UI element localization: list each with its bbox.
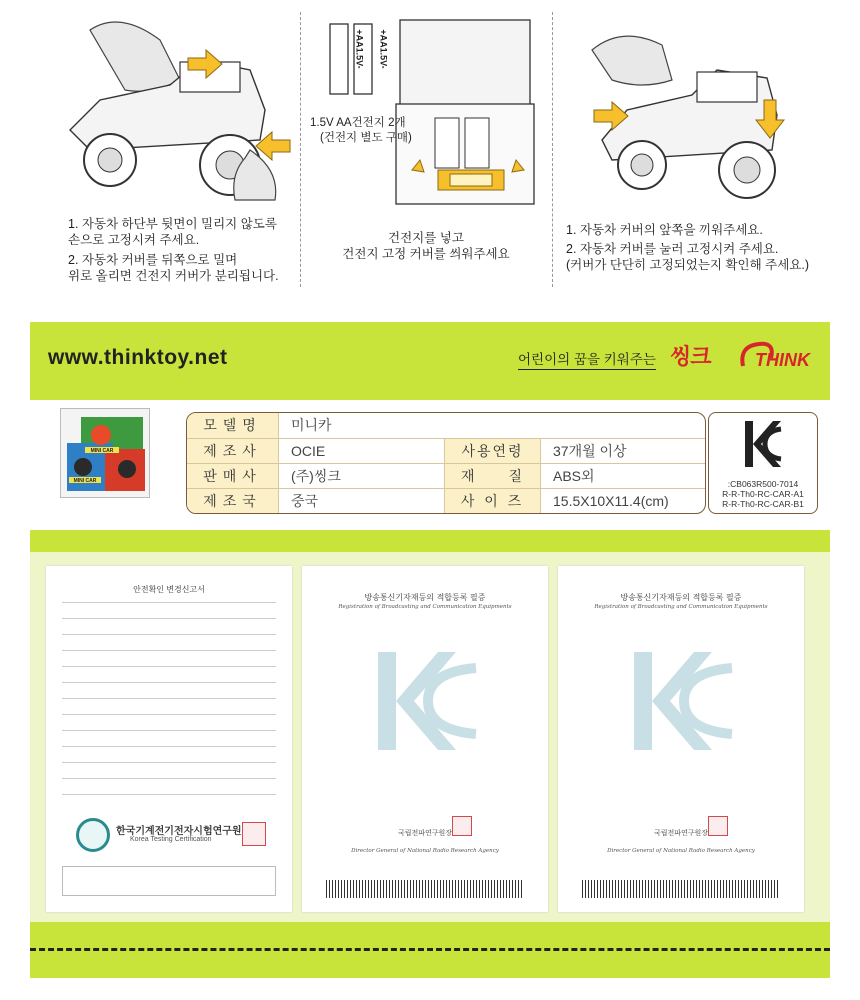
- instruction-panel-1: [30, 0, 300, 290]
- caption-line: 건전지를 넣고: [388, 231, 464, 245]
- spec-value: 중국: [279, 489, 445, 514]
- instruction-line: 2. 자동차 커버를 뒤쪽으로 밀며: [68, 253, 238, 267]
- spec-table: [186, 412, 706, 514]
- caption-line: 건전지 고정 커버를 씌워주세요: [342, 247, 510, 261]
- spec-row-seller: [187, 463, 706, 488]
- spec-label: 제조국: [187, 489, 279, 514]
- kc-codes: [709, 479, 817, 509]
- instruction-panel-3: [552, 0, 832, 290]
- kc-cert-number: R-R-Th0-RC-CAR-A1: [722, 489, 804, 499]
- certificates-section: [30, 552, 830, 922]
- issuing-agency-english: Director General of National Radio Research Agency: [607, 848, 755, 854]
- document-title: 방송통신기자재등의 적합등록 필증: [364, 593, 486, 602]
- spec-label: 제조사: [187, 439, 279, 463]
- instruction-panel-2: [300, 0, 552, 290]
- battery-illustration: [300, 0, 552, 210]
- spec-label: 모델명: [187, 413, 279, 438]
- document-rule: [62, 794, 276, 795]
- document-title: 안전확인 변경신고서: [133, 585, 205, 594]
- spec-label: 사용연령: [445, 439, 541, 463]
- document-rule: [62, 634, 276, 635]
- kc-watermark-icon: [628, 646, 738, 756]
- spec-label: 판매사: [187, 464, 279, 488]
- battery-label-group: [310, 116, 412, 146]
- spec-value: ABS외: [553, 468, 595, 484]
- spec-label: 사 이 즈: [445, 489, 541, 514]
- document-rule: [62, 618, 276, 619]
- spec-label: 재 질: [445, 464, 541, 488]
- car-remove-cover-illustration: [30, 0, 300, 210]
- battery-marking-2: +AA1.5V-: [378, 29, 389, 69]
- box-label: MINI CAR: [90, 448, 114, 454]
- document-subtitle: Registration of Broadcasting and Communication Equipments: [594, 604, 768, 610]
- spec-value: OCIE: [279, 439, 445, 463]
- document-rule: [62, 602, 276, 603]
- brand-name-korean: 씽크: [670, 344, 711, 369]
- assembly-instructions: [0, 0, 860, 300]
- instruction-line: 2. 자동차 커버를 눌러 고정시켜 주세요.: [566, 242, 779, 256]
- document-rule: [62, 698, 276, 699]
- instruction-line: 손으로 고정시켜 주세요.: [68, 233, 200, 247]
- panel-1-text: [68, 216, 279, 284]
- mini-car-boxes-picture: [61, 409, 149, 497]
- spec-value: 미니카: [291, 417, 332, 433]
- kc-mark-icon: [743, 419, 783, 469]
- document-rule: [62, 746, 276, 747]
- battery-label: 1.5V AA건전지 2개: [310, 117, 406, 129]
- battery-note: (건전지 별도 구매): [320, 132, 412, 144]
- radio-registration-certificate: [558, 566, 804, 912]
- issuing-agency: 국립전파연구원장: [653, 829, 709, 837]
- document-rule: [62, 714, 276, 715]
- brand-slogan: 어린이의 꿈을 키워주는: [518, 348, 656, 370]
- spec-row-country: [187, 488, 706, 514]
- issuing-agency: 국립전파연구원장: [397, 829, 453, 837]
- spec-value: 15.5X10X11.4(cm): [553, 493, 669, 509]
- kc-certification-box: [708, 412, 818, 514]
- document-rule: [62, 730, 276, 731]
- document-barcode: [326, 880, 524, 898]
- spec-value: 37개월 이상: [553, 443, 627, 459]
- instruction-line: 1. 자동차 커버의 앞쪽을 끼워주세요.: [566, 223, 763, 237]
- ktc-name: 한국기계전기전자시험연구원: [116, 826, 242, 837]
- official-stamp: [242, 822, 266, 846]
- document-rule: [62, 778, 276, 779]
- ktc-english-name: Korea Testing Certification: [130, 836, 212, 843]
- kc-cert-number: R-R-Th0-RC-CAR-B1: [722, 499, 804, 509]
- dashed-cut-line: [30, 948, 830, 951]
- document-rule: [62, 762, 276, 763]
- bottom-cut-strip: [30, 922, 830, 978]
- box-label: MINI CAR: [73, 478, 97, 484]
- think-logo-text: THINK: [755, 350, 810, 370]
- panel-3-text: [566, 222, 809, 273]
- issuing-agency-english: Director General of National Radio Research Agency: [351, 848, 499, 854]
- official-stamp: [708, 816, 728, 836]
- document-subtitle: Registration of Broadcasting and Communication Equipments: [338, 604, 512, 610]
- spec-value: (주)씽크: [279, 464, 445, 488]
- think-logo: [735, 336, 825, 376]
- official-stamp: [452, 816, 472, 836]
- ktc-logo: [76, 818, 110, 852]
- document-rule: [62, 650, 276, 651]
- document-rule: [62, 666, 276, 667]
- spec-row-maker: [187, 438, 706, 463]
- instruction-line: 1. 자동차 하단부 뒷면이 밀리지 않도록: [68, 217, 277, 231]
- instruction-line: 위로 올리면 건전지 커버가 분리됩니다.: [68, 269, 279, 283]
- radio-registration-certificate: [302, 566, 548, 912]
- instruction-line: (커버가 단단히 고정되었는지 확인해 주세요.): [566, 258, 810, 272]
- product-box-image: [60, 408, 150, 498]
- document-rule: [62, 682, 276, 683]
- product-spec-card: [30, 400, 830, 530]
- product-info-band: [30, 322, 830, 552]
- safety-certificate-document: [46, 566, 292, 912]
- battery-marking-1: +AA1.5V-: [354, 29, 365, 69]
- process-flow-box: [62, 866, 276, 896]
- kc-code: :CB063R500-7014: [727, 479, 799, 489]
- kc-watermark-icon: [372, 646, 482, 756]
- document-barcode: [582, 880, 780, 898]
- document-title: 방송통신기자재등의 적합등록 필증: [620, 593, 742, 602]
- car-attach-cover-illustration: [552, 0, 832, 210]
- spec-row-model: [187, 413, 706, 438]
- website-url[interactable]: www.thinktoy.net: [48, 346, 228, 369]
- panel-2-caption: [300, 230, 552, 262]
